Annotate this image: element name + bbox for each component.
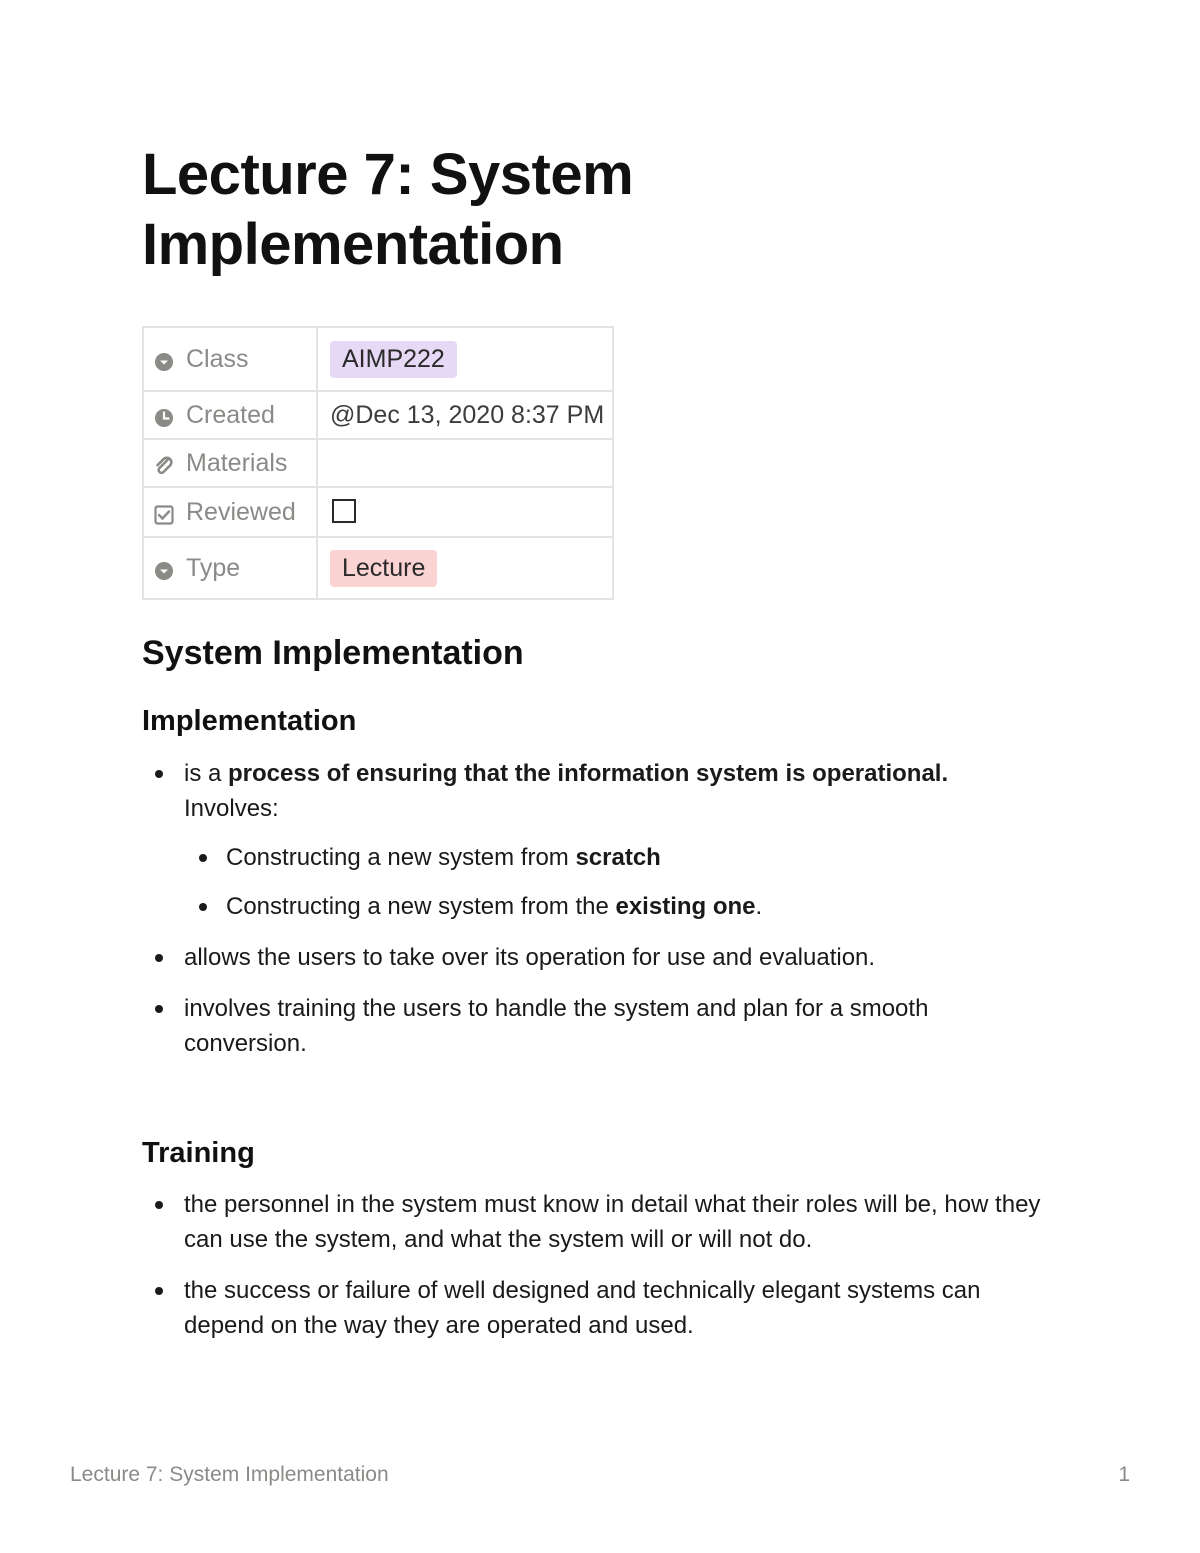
- select-icon: [154, 561, 174, 581]
- property-value-reviewed: [317, 487, 613, 537]
- property-label: Materials: [186, 448, 288, 477]
- list-item-bold: scratch: [575, 844, 661, 871]
- property-key-type: [143, 537, 317, 599]
- property-row-created: [143, 391, 613, 439]
- list-item-text: Involves:: [184, 795, 279, 822]
- select-icon: [154, 352, 174, 372]
- list-item: [142, 756, 1042, 924]
- training-list: [142, 1187, 1042, 1359]
- property-key-reviewed: [143, 487, 317, 537]
- list-item-text: .: [755, 893, 763, 920]
- page-number: 1: [1118, 1463, 1130, 1486]
- page-title: Lecture 7: System Implementation: [142, 142, 634, 277]
- nested-list: [184, 840, 1042, 924]
- nested-list-item: [184, 840, 1042, 875]
- list-item-text: the success or failure of well designed and technically elegant systems can depend on the way they are operated and used.: [184, 1277, 981, 1339]
- list-item-text: the personnel in the system must know in detail what their roles will be, how they can use the system, and what the system will or will not do.: [184, 1191, 1041, 1253]
- property-value-materials[interactable]: [317, 439, 613, 487]
- list-item: [142, 1273, 1042, 1343]
- nested-list-item: [184, 889, 1042, 924]
- property-value-created: @Dec 13, 2020 8:37 PM: [317, 391, 613, 439]
- list-item-text: Constructing a new system from the: [226, 893, 616, 920]
- section-heading: System Implementation: [142, 634, 524, 672]
- list-item-text: is a: [184, 760, 229, 787]
- class-tag[interactable]: AIMP222: [330, 341, 457, 378]
- footer-title: Lecture 7: System Implementation: [70, 1463, 389, 1486]
- property-key-created: [143, 391, 317, 439]
- implementation-list: [142, 756, 1042, 1077]
- property-row-class: [143, 327, 613, 391]
- list-item-bold: process of ensuring that the information system is operational.: [228, 760, 949, 787]
- property-value-class[interactable]: [317, 327, 613, 391]
- property-value-type[interactable]: [317, 537, 613, 599]
- list-item: [142, 1187, 1042, 1257]
- list-item-bold: existing one: [615, 893, 756, 920]
- list-item: [142, 940, 1042, 975]
- list-item-text: Constructing a new system from: [226, 844, 576, 871]
- property-row-reviewed: [143, 487, 613, 537]
- property-row-materials: [143, 439, 613, 487]
- property-row-type: [143, 537, 613, 599]
- list-item-text: involves training the users to handle the system and plan for a smooth conversion.: [184, 995, 929, 1057]
- property-label: Type: [186, 553, 241, 582]
- list-item-text: allows the users to take over its operation for use and evaluation.: [184, 944, 876, 971]
- training-heading: Training: [142, 1137, 255, 1169]
- checkbox-icon: [154, 505, 174, 525]
- paperclip-icon: [154, 456, 174, 476]
- type-tag[interactable]: Lecture: [330, 550, 437, 587]
- properties-table: [142, 326, 614, 600]
- property-label: Reviewed: [186, 497, 296, 526]
- property-key-class: [143, 327, 317, 391]
- reviewed-checkbox[interactable]: [332, 499, 356, 523]
- list-item: [142, 991, 1042, 1061]
- implementation-heading: Implementation: [142, 705, 357, 737]
- property-label: Class: [186, 344, 249, 373]
- property-key-materials: [143, 439, 317, 487]
- property-label: Created: [186, 400, 275, 429]
- clock-icon: [154, 408, 174, 428]
